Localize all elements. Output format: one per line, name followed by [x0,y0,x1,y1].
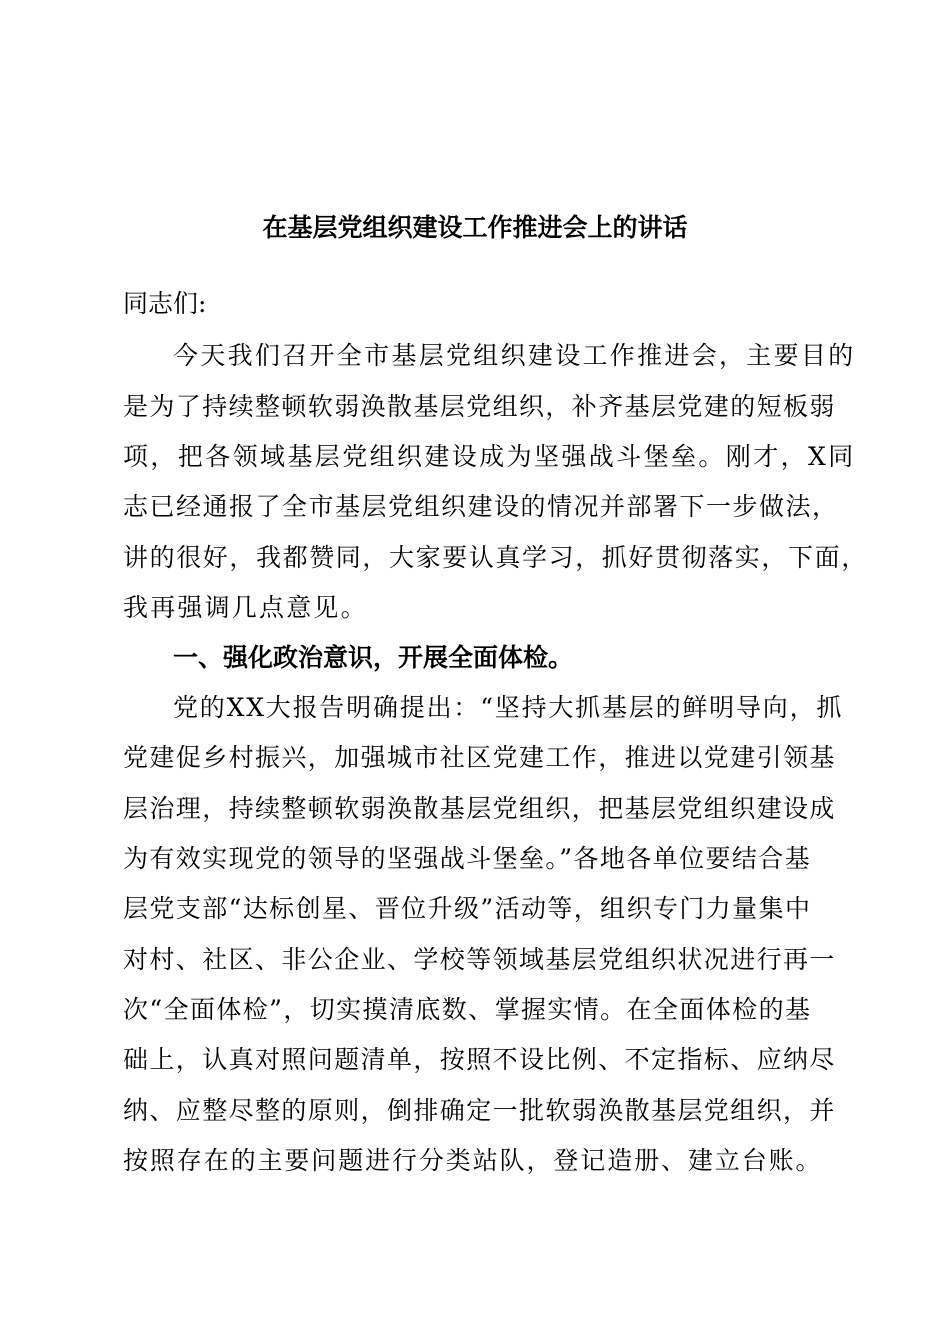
paragraph-line: 对村、社区、非公企业、学校等领域基层党组织状况进行再一 [123,945,836,974]
document-title: 在基层党组织建设工作推进会上的讲话 [262,213,688,242]
paragraph-line: 党建促乡村振兴，加强城市社区党建工作，推进以党建引领基 [123,743,836,772]
paragraph-line: 纳、应整尽整的原则，倒排确定一批软弱涣散基层党组织，并 [123,1096,836,1125]
paragraph-line: 党的XX大报告明确提出：“坚持大抓基层的鲜明导向，抓 [173,693,844,722]
paragraph-line: 讲的很好，我都赞同，大家要认真学习，抓好贯彻落实，下面， [123,543,868,572]
paragraph-line: 我再强调几点意见。 [123,593,368,622]
paragraph-line: 项，把各领域基层党组织建设成为坚强战斗堡垒。刚才，X同 [123,442,856,471]
paragraph-line: 今天我们召开全市基层党组织建设工作推进会，主要目的 [173,341,856,370]
paragraph-line: 按照存在的主要问题进行分类站队，登记造册、建立台账。 [123,1146,823,1175]
paragraph-line: 层治理，持续整顿软弱涣散基层党组织，把基层党组织建设成 [123,794,836,823]
section-heading: 一、强化政治意识，开展全面体检。 [173,643,574,672]
paragraph-line: 是为了持续整顿软弱涣散基层党组织，补齐基层党建的短板弱 [123,392,836,421]
paragraph-line: 础上，认真对照问题清单，按照不设比例、不定指标、应纳尽 [123,1045,836,1074]
paragraph-line: 次“全面体检”，切实摸清底数、掌握实情。在全面体检的基 [123,995,812,1024]
paragraph-line: 为有效实现党的领导的坚强战斗堡垒。”各地各单位要结合基 [123,844,812,873]
salutation: 同志们: [123,289,207,318]
paragraph-line: 志已经通报了全市基层党组织建设的情况并部署下一步做法， [123,492,839,521]
paragraph-line: 层党支部“达标创星、晋位升级”活动等，组织专门力量集中 [123,894,812,923]
